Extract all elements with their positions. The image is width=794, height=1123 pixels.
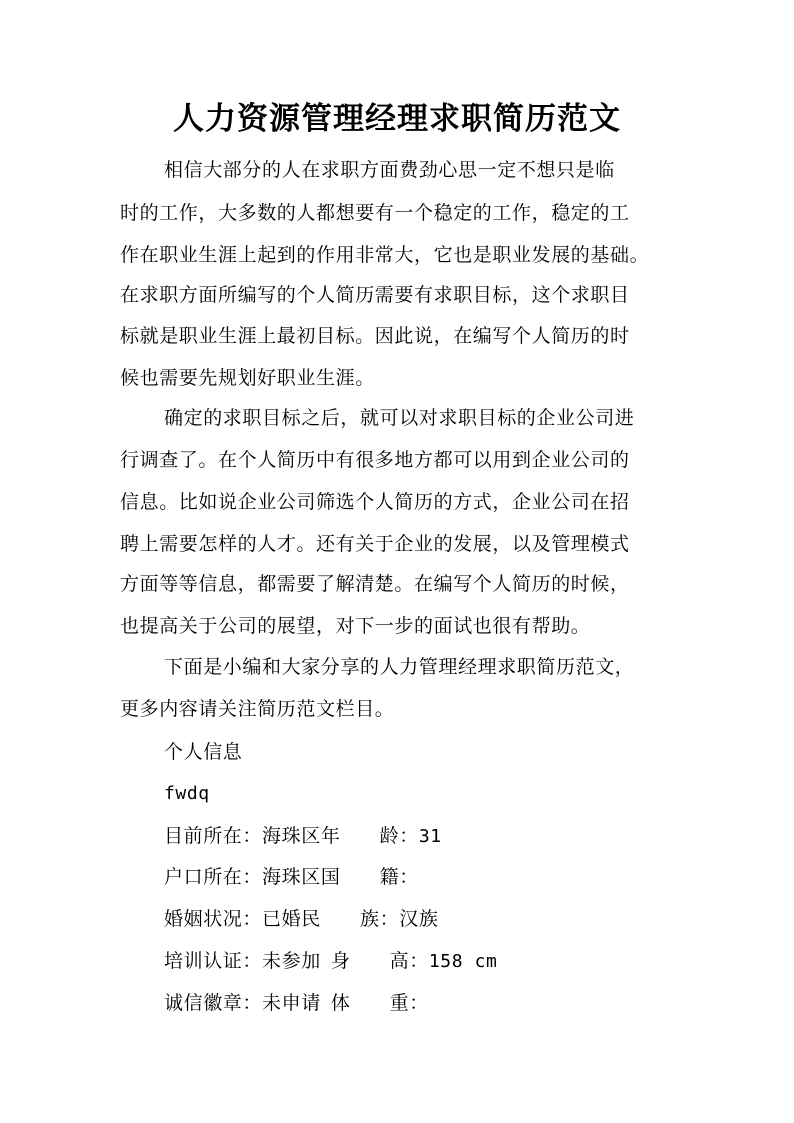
info-label: 目前所在：	[164, 825, 263, 847]
info-value: 未参加	[262, 950, 321, 972]
info-label: 诚信徽章：	[164, 992, 263, 1014]
info-row-training	[164, 946, 497, 977]
info-value: 海珠区	[262, 825, 321, 847]
paragraph-1-line-6: 候也需要先规划好职业生涯。	[120, 367, 375, 389]
info-value: 汉族	[399, 908, 439, 930]
paragraph-2-line-1: 确定的求职目标之后，就可以对求职目标的企业公司进	[164, 407, 635, 429]
info-label: 户口所在：	[164, 866, 263, 888]
paragraph-3-line-2: 更多内容请关注简历范文栏目。	[120, 698, 395, 720]
paragraph-2-line-4: 聘上需要怎样的人才。还有关于企业的发展，以及管理模式	[120, 533, 630, 555]
personal-info-name: fwdq	[164, 783, 210, 804]
personal-info-heading: 个人信息	[164, 741, 243, 763]
info-value: 未申请	[262, 992, 321, 1014]
info-row-marital-status	[164, 904, 438, 934]
info-row-current-location	[164, 821, 442, 852]
paragraph-2-line-5: 方面等等信息，都需要了解清楚。在编写个人简历的时候，	[120, 573, 630, 595]
paragraph-1-line-3: 作在职业生涯上起到的作用非常大，它也是职业发展的基础。	[120, 244, 650, 266]
paragraph-3-line-1: 下面是小编和大家分享的人力管理经理求职简历范文，	[164, 656, 635, 678]
paragraph-1-line-4: 在求职方面所编写的个人简历需要有求职目标，这个求职目	[120, 284, 630, 306]
paragraph-2-line-2: 行调查了。在个人简历中有很多地方都可以用到企业公司的	[120, 449, 630, 471]
paragraph-2-line-3: 信息。比如说企业公司筛选个人简历的方式，企业公司在招	[120, 491, 630, 513]
info-label: 民 族：	[301, 908, 400, 930]
paragraph-1-line-2: 时的工作，大多数的人都想要有一个稳定的工作，稳定的工	[120, 202, 630, 224]
info-label: 培训认证：	[164, 950, 263, 972]
info-label: 国 籍：	[320, 866, 419, 888]
info-value: 已婚	[262, 908, 302, 930]
info-row-hukou	[164, 862, 419, 892]
info-row-integrity-badge	[164, 988, 429, 1018]
info-value: 158 cm	[428, 951, 498, 972]
document-title: 人力资源管理经理求职简历范文	[173, 101, 621, 137]
paragraph-1-line-1: 相信大部分的人在求职方面费劲心思一定不想只是临	[164, 159, 615, 181]
info-value: 海珠区	[262, 866, 321, 888]
info-label: 年 龄：	[320, 825, 419, 847]
info-label: 身 高：	[330, 950, 429, 972]
info-label: 婚姻状况：	[164, 908, 263, 930]
info-value: 31	[418, 826, 442, 847]
info-label: 体 重：	[330, 992, 429, 1014]
paragraph-2-line-6: 也提高关于公司的展望，对下一步的面试也很有帮助。	[120, 615, 591, 637]
paragraph-1-line-5: 标就是职业生涯上最初目标。因此说，在编写个人简历的时	[120, 325, 630, 347]
